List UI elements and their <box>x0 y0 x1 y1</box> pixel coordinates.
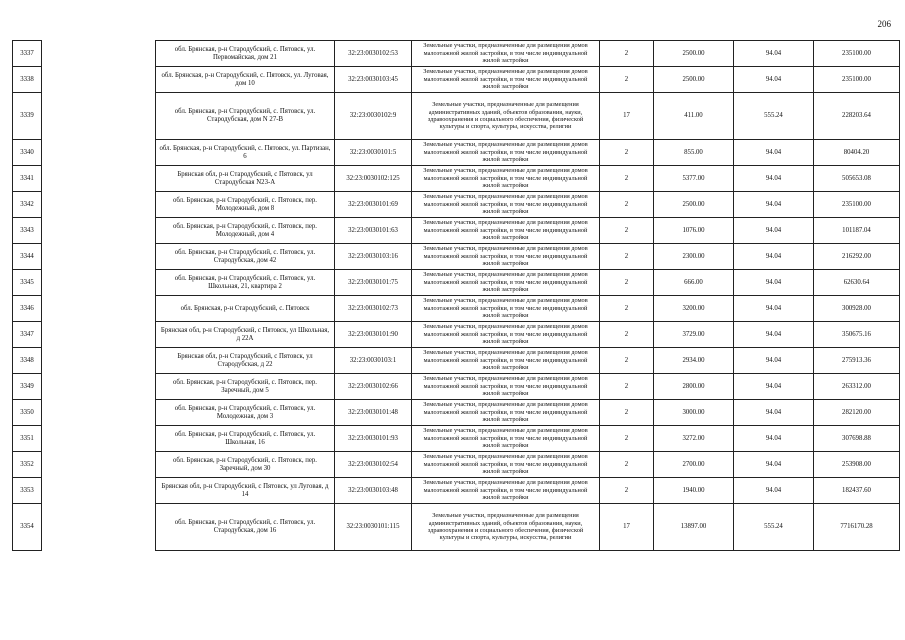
area-cell: 3000.00 <box>654 400 734 426</box>
cadastral-number-cell: 32:23:0030103:45 <box>335 67 412 93</box>
table-row <box>13 140 900 166</box>
specific-value-cell: 94.04 <box>734 348 814 374</box>
area-cell: 2800.00 <box>654 374 734 400</box>
table-row <box>13 478 900 504</box>
specific-value-cell: 94.04 <box>734 192 814 218</box>
area-cell: 1076.00 <box>654 218 734 244</box>
row-number-cell: 3354 <box>13 504 42 551</box>
cadastral-number-cell: 32:23:0030101:69 <box>335 192 412 218</box>
land-use-cell: Земельные участки, предназначенные для размещения домов малоэтажной жилой застройки, в том числе индивидуальной жилой застройки <box>412 348 600 374</box>
row-number-cell: 3337 <box>13 41 42 67</box>
area-cell: 3200.00 <box>654 296 734 322</box>
spacer-cell <box>42 270 156 296</box>
table-row <box>13 426 900 452</box>
group-code-cell: 17 <box>600 93 654 140</box>
cadastral-number-cell: 32:23:0030103:1 <box>335 348 412 374</box>
group-code-cell: 17 <box>600 504 654 551</box>
group-code-cell: 2 <box>600 270 654 296</box>
group-code-cell: 2 <box>600 67 654 93</box>
address-cell: обл. Брянская, р-н Стародубский, с. Пятовск, пер. Молодежный, дом 4 <box>156 218 335 244</box>
land-use-cell: Земельные участки, предназначенные для размещения домов малоэтажной жилой застройки, в том числе индивидуальной жилой застройки <box>412 166 600 192</box>
address-cell: обл. Брянская, р-н Стародубский, с. Пятовск, ул. Школьная, 16 <box>156 426 335 452</box>
row-number-cell: 3345 <box>13 270 42 296</box>
specific-value-cell: 555.24 <box>734 93 814 140</box>
spacer-cell <box>42 374 156 400</box>
address-cell: обл. Брянская, р-н Стародубский, с. Пятовск, пер. Заречный, дом 30 <box>156 452 335 478</box>
address-cell: обл. Брянская, р-н Стародубский, с. Пятовск <box>156 296 335 322</box>
specific-value-cell: 94.04 <box>734 296 814 322</box>
specific-value-cell: 94.04 <box>734 452 814 478</box>
cadastral-value-cell: 282120.00 <box>814 400 900 426</box>
cadastral-value-cell: 235100.00 <box>814 41 900 67</box>
table-row <box>13 504 900 551</box>
group-code-cell: 2 <box>600 426 654 452</box>
row-number-cell: 3352 <box>13 452 42 478</box>
address-cell: обл. Брянская, р-н Стародубский, с. Пятовск, ул. Стародубская, дом N 27-В <box>156 93 335 140</box>
cadastral-number-cell: 32:23:0030101:48 <box>335 400 412 426</box>
group-code-cell: 2 <box>600 374 654 400</box>
spacer-cell <box>42 452 156 478</box>
cadastral-number-cell: 32:23:0030101:90 <box>335 322 412 348</box>
cadastral-value-cell: 228203.64 <box>814 93 900 140</box>
specific-value-cell: 94.04 <box>734 67 814 93</box>
table-row <box>13 374 900 400</box>
address-cell: обл. Брянская, р-н Стародубский, с. Пятовск, ул. Луговая, дом 10 <box>156 67 335 93</box>
specific-value-cell: 94.04 <box>734 218 814 244</box>
spacer-cell <box>42 244 156 270</box>
table-row <box>13 218 900 244</box>
group-code-cell: 2 <box>600 452 654 478</box>
specific-value-cell: 94.04 <box>734 478 814 504</box>
row-number-cell: 3348 <box>13 348 42 374</box>
cadastral-value-cell: 7716170.28 <box>814 504 900 551</box>
land-use-cell: Земельные участки, предназначенные для размещения домов малоэтажной жилой застройки, в том числе индивидуальной жилой застройки <box>412 192 600 218</box>
land-use-cell: Земельные участки, предназначенные для размещения административных зданий, объектов образования, науки, здравоохранения и социального обеспечения, физической культуры и спорта, культуры, искусства, религии <box>412 93 600 140</box>
row-number-cell: 3343 <box>13 218 42 244</box>
group-code-cell: 2 <box>600 244 654 270</box>
spacer-cell <box>42 478 156 504</box>
specific-value-cell: 94.04 <box>734 41 814 67</box>
land-use-cell: Земельные участки, предназначенные для размещения домов малоэтажной жилой застройки, в том числе индивидуальной жилой застройки <box>412 296 600 322</box>
row-number-cell: 3353 <box>13 478 42 504</box>
cadastral-value-cell: 101187.04 <box>814 218 900 244</box>
spacer-cell <box>42 504 156 551</box>
spacer-cell <box>42 140 156 166</box>
table-body <box>13 41 900 551</box>
area-cell: 2500.00 <box>654 67 734 93</box>
land-use-cell: Земельные участки, предназначенные для размещения домов малоэтажной жилой застройки, в том числе индивидуальной жилой застройки <box>412 452 600 478</box>
specific-value-cell: 94.04 <box>734 244 814 270</box>
cadastral-value-cell: 275913.36 <box>814 348 900 374</box>
address-cell: Брянская обл, р-н Стародубский, с Пятовск, ул Стародубская N23-А <box>156 166 335 192</box>
cadastral-value-cell: 350675.16 <box>814 322 900 348</box>
land-use-cell: Земельные участки, предназначенные для размещения домов малоэтажной жилой застройки, в том числе индивидуальной жилой застройки <box>412 140 600 166</box>
table-row <box>13 41 900 67</box>
page-number: 206 <box>877 19 891 29</box>
row-number-cell: 3340 <box>13 140 42 166</box>
specific-value-cell: 94.04 <box>734 426 814 452</box>
specific-value-cell: 94.04 <box>734 374 814 400</box>
group-code-cell: 2 <box>600 218 654 244</box>
address-cell: обл. Брянская, р-н Стародубский, с. Пятовск, пер. Заречный, дом 5 <box>156 374 335 400</box>
table-row <box>13 400 900 426</box>
table-row <box>13 270 900 296</box>
land-use-cell: Земельные участки, предназначенные для размещения домов малоэтажной жилой застройки, в том числе индивидуальной жилой застройки <box>412 67 600 93</box>
row-number-cell: 3350 <box>13 400 42 426</box>
address-cell: обл. Брянская, р-н Стародубский, с. Пятовск, ул. Стародубская, дом 16 <box>156 504 335 551</box>
table-row <box>13 67 900 93</box>
specific-value-cell: 94.04 <box>734 322 814 348</box>
cadastral-value-table <box>12 40 900 551</box>
area-cell: 2700.00 <box>654 452 734 478</box>
cadastral-value-cell: 216292.00 <box>814 244 900 270</box>
specific-value-cell: 94.04 <box>734 270 814 296</box>
area-cell: 855.00 <box>654 140 734 166</box>
area-cell: 2500.00 <box>654 41 734 67</box>
row-number-cell: 3339 <box>13 93 42 140</box>
area-cell: 666.00 <box>654 270 734 296</box>
spacer-cell <box>42 400 156 426</box>
spacer-cell <box>42 296 156 322</box>
address-cell: обл. Брянская, р-н Стародубский, с. Пятовск, пер. Молодежный, дом 8 <box>156 192 335 218</box>
address-cell: Брянская обл, р-н Стародубский, с Пятовск, ул Луговая, д 14 <box>156 478 335 504</box>
cadastral-number-cell: 32:23:0030102:66 <box>335 374 412 400</box>
group-code-cell: 2 <box>600 400 654 426</box>
address-cell: обл. Брянская, р-н Стародубский, с. Пятовск, ул. Партизан, 6 <box>156 140 335 166</box>
cadastral-value-cell: 263312.00 <box>814 374 900 400</box>
row-number-cell: 3347 <box>13 322 42 348</box>
cadastral-value-cell: 80404.20 <box>814 140 900 166</box>
land-use-cell: Земельные участки, предназначенные для размещения домов малоэтажной жилой застройки, в том числе индивидуальной жилой застройки <box>412 478 600 504</box>
cadastral-value-cell: 505653.08 <box>814 166 900 192</box>
land-use-cell: Земельные участки, предназначенные для размещения домов малоэтажной жилой застройки, в том числе индивидуальной жилой застройки <box>412 400 600 426</box>
area-cell: 2500.00 <box>654 192 734 218</box>
area-cell: 2934.00 <box>654 348 734 374</box>
land-use-cell: Земельные участки, предназначенные для размещения домов малоэтажной жилой застройки, в том числе индивидуальной жилой застройки <box>412 244 600 270</box>
table-row <box>13 296 900 322</box>
cadastral-value-cell: 235100.00 <box>814 67 900 93</box>
row-number-cell: 3338 <box>13 67 42 93</box>
land-use-cell: Земельные участки, предназначенные для размещения домов малоэтажной жилой застройки, в том числе индивидуальной жилой застройки <box>412 41 600 67</box>
spacer-cell <box>42 348 156 374</box>
specific-value-cell: 94.04 <box>734 140 814 166</box>
group-code-cell: 2 <box>600 166 654 192</box>
address-cell: Брянская обл, р-н Стародубский, с Пятовск, ул Стародубская, д 22 <box>156 348 335 374</box>
address-cell: Брянская обл, р-н Стародубский, с Пятовск, ул Школьная, д 22А <box>156 322 335 348</box>
cadastral-value-cell: 253908.00 <box>814 452 900 478</box>
land-use-cell: Земельные участки, предназначенные для размещения домов малоэтажной жилой застройки, в том числе индивидуальной жилой застройки <box>412 270 600 296</box>
cadastral-value-cell: 62630.64 <box>814 270 900 296</box>
cadastral-value-cell: 307698.88 <box>814 426 900 452</box>
table-row <box>13 452 900 478</box>
table-row <box>13 93 900 140</box>
area-cell: 3729.00 <box>654 322 734 348</box>
row-number-cell: 3349 <box>13 374 42 400</box>
spacer-cell <box>42 192 156 218</box>
area-cell: 2300.00 <box>654 244 734 270</box>
land-use-cell: Земельные участки, предназначенные для размещения административных зданий, объектов образования, науки, здравоохранения и социального обеспечения, физической культуры и спорта, культуры, искусства, религии <box>412 504 600 551</box>
group-code-cell: 2 <box>600 322 654 348</box>
area-cell: 411.00 <box>654 93 734 140</box>
area-cell: 5377.00 <box>654 166 734 192</box>
cadastral-value-cell: 235100.00 <box>814 192 900 218</box>
area-cell: 1940.00 <box>654 478 734 504</box>
cadastral-number-cell: 32:23:0030101:75 <box>335 270 412 296</box>
spacer-cell <box>42 218 156 244</box>
group-code-cell: 2 <box>600 41 654 67</box>
cadastral-number-cell: 32:23:0030103:48 <box>335 478 412 504</box>
table-row <box>13 244 900 270</box>
table-row <box>13 322 900 348</box>
address-cell: обл. Брянская, р-н Стародубский, с. Пятовск, ул. Школьная, 21, квартира 2 <box>156 270 335 296</box>
row-number-cell: 3342 <box>13 192 42 218</box>
spacer-cell <box>42 322 156 348</box>
address-cell: обл. Брянская, р-н Стародубский, с. Пятовск, ул. Стародубская, дом 42 <box>156 244 335 270</box>
row-number-cell: 3346 <box>13 296 42 322</box>
row-number-cell: 3351 <box>13 426 42 452</box>
cadastral-number-cell: 32:23:0030102:53 <box>335 41 412 67</box>
table-row <box>13 192 900 218</box>
address-cell: обл. Брянская, р-н Стародубский, с. Пятовск, ул. Первомайская, дом 21 <box>156 41 335 67</box>
table-row <box>13 348 900 374</box>
cadastral-number-cell: 32:23:0030102:125 <box>335 166 412 192</box>
row-number-cell: 3344 <box>13 244 42 270</box>
cadastral-number-cell: 32:23:0030102:9 <box>335 93 412 140</box>
group-code-cell: 2 <box>600 140 654 166</box>
cadastral-number-cell: 32:23:0030101:63 <box>335 218 412 244</box>
group-code-cell: 2 <box>600 296 654 322</box>
table-row <box>13 166 900 192</box>
spacer-cell <box>42 41 156 67</box>
row-number-cell: 3341 <box>13 166 42 192</box>
spacer-cell <box>42 93 156 140</box>
cadastral-number-cell: 32:23:0030102:54 <box>335 452 412 478</box>
cadastral-number-cell: 32:23:0030101:93 <box>335 426 412 452</box>
group-code-cell: 2 <box>600 478 654 504</box>
spacer-cell <box>42 67 156 93</box>
land-use-cell: Земельные участки, предназначенные для размещения домов малоэтажной жилой застройки, в том числе индивидуальной жилой застройки <box>412 218 600 244</box>
land-use-cell: Земельные участки, предназначенные для размещения домов малоэтажной жилой застройки, в том числе индивидуальной жилой застройки <box>412 322 600 348</box>
land-use-cell: Земельные участки, предназначенные для размещения домов малоэтажной жилой застройки, в том числе индивидуальной жилой застройки <box>412 374 600 400</box>
area-cell: 3272.00 <box>654 426 734 452</box>
area-cell: 13897.00 <box>654 504 734 551</box>
group-code-cell: 2 <box>600 348 654 374</box>
cadastral-value-cell: 182437.60 <box>814 478 900 504</box>
cadastral-number-cell: 32:23:0030101:115 <box>335 504 412 551</box>
specific-value-cell: 555.24 <box>734 504 814 551</box>
group-code-cell: 2 <box>600 192 654 218</box>
spacer-cell <box>42 426 156 452</box>
address-cell: обл. Брянская, р-н Стародубский, с. Пятовск, ул. Молодежная, дом 3 <box>156 400 335 426</box>
spacer-cell <box>42 166 156 192</box>
cadastral-number-cell: 32:23:0030101:5 <box>335 140 412 166</box>
cadastral-number-cell: 32:23:0030102:73 <box>335 296 412 322</box>
specific-value-cell: 94.04 <box>734 400 814 426</box>
specific-value-cell: 94.04 <box>734 166 814 192</box>
cadastral-number-cell: 32:23:0030103:16 <box>335 244 412 270</box>
land-use-cell: Земельные участки, предназначенные для размещения домов малоэтажной жилой застройки, в том числе индивидуальной жилой застройки <box>412 426 600 452</box>
cadastral-value-cell: 300928.00 <box>814 296 900 322</box>
